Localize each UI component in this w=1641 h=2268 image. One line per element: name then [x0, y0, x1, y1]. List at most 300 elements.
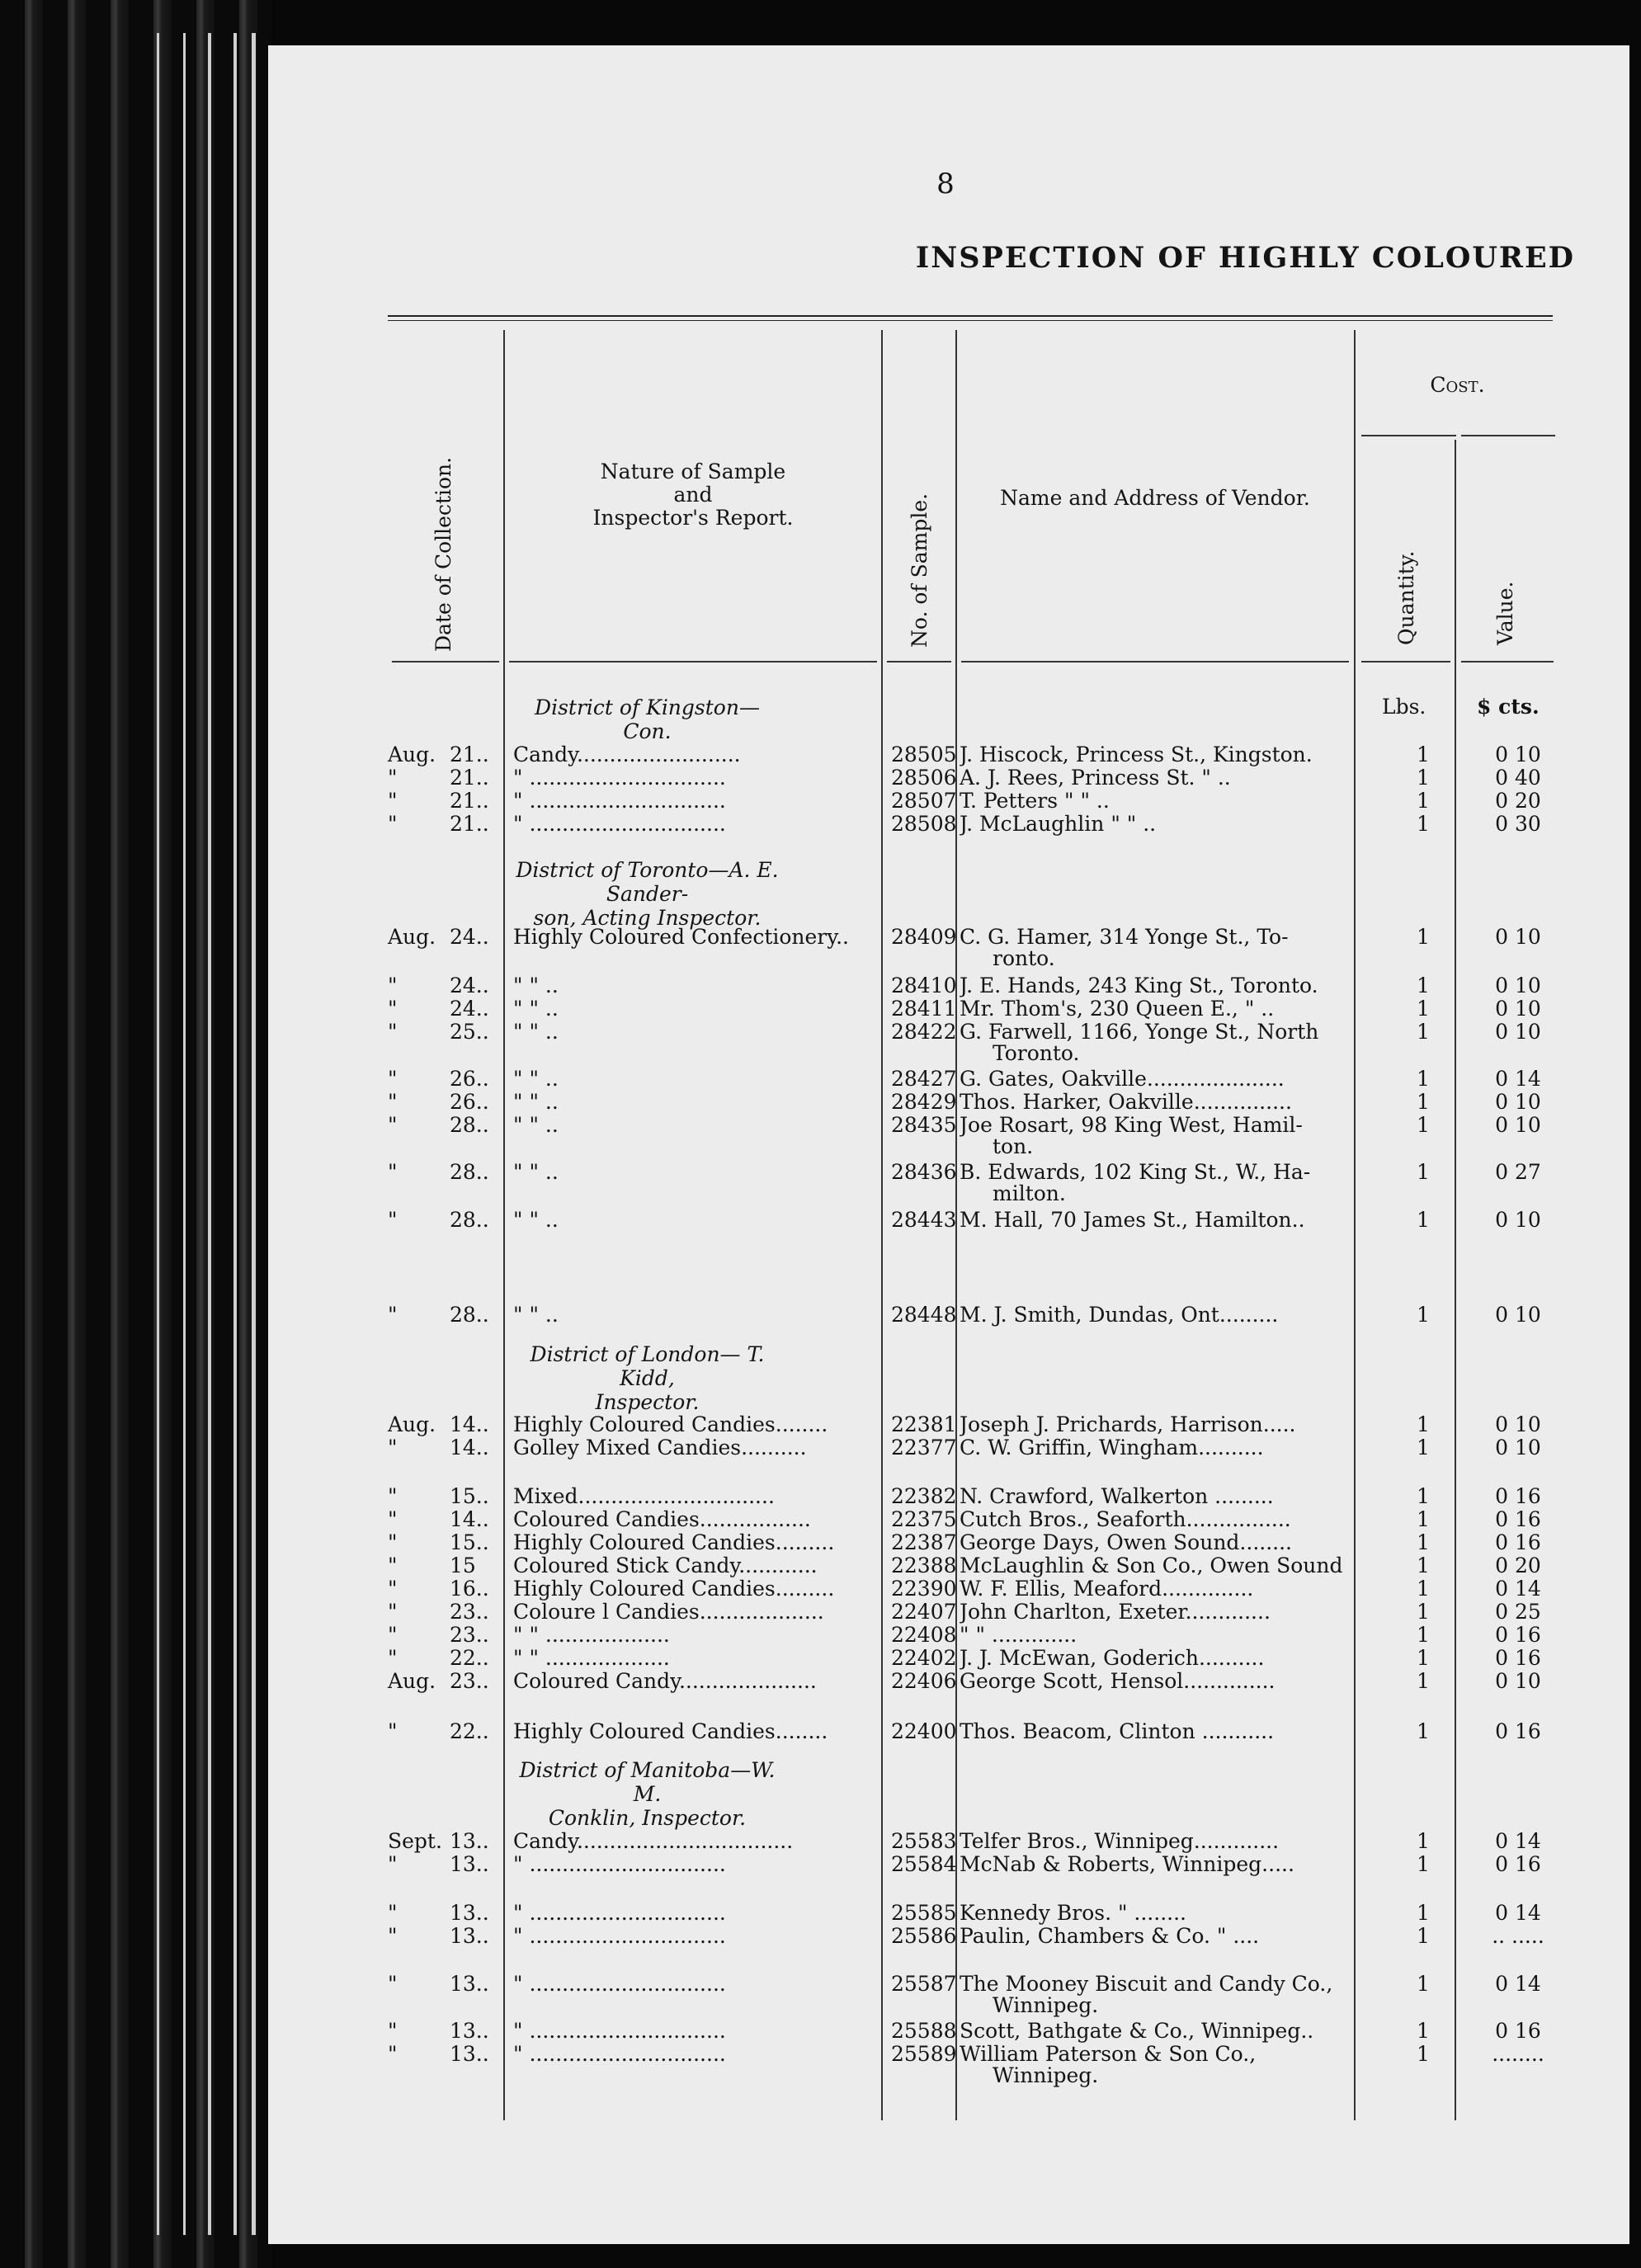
date-day: 13.. — [450, 1924, 489, 1948]
value-cents: 0 30 — [1495, 812, 1541, 836]
sample-nature: " " ................... — [513, 1647, 670, 1670]
vendor-name-address: George Scott, Hensol.............. — [960, 1670, 1276, 1693]
value-cents: 0 10 — [1495, 997, 1541, 1021]
value-cents: 0 16 — [1495, 1646, 1541, 1670]
page-edge-strip — [157, 33, 159, 2235]
vendor-name-address: W. F. Ellis, Meaford.............. — [960, 1577, 1254, 1601]
quantity-lbs: 1 — [1417, 1303, 1430, 1327]
quantity-lbs: 1 — [1417, 1507, 1430, 1531]
quantity-lbs: 1 — [1417, 1972, 1430, 1996]
date-day: 21.. — [450, 789, 489, 813]
sample-number: 28443 — [891, 1208, 957, 1232]
header-quantity: Quantity. — [1394, 550, 1418, 645]
sample-nature: Highly Coloured Candies......... — [513, 1531, 835, 1554]
page-edge-strip — [252, 33, 256, 2235]
date-day: 15.. — [450, 1484, 489, 1508]
table-row — [268, 997, 1629, 1021]
quantity-lbs: 1 — [1417, 2019, 1430, 2043]
vendor-name-address: " " ............. — [960, 1624, 1077, 1647]
quantity-lbs: 1 — [1417, 1924, 1430, 1948]
quantity-lbs: 1 — [1417, 1530, 1430, 1554]
value-cents: 0 16 — [1495, 1852, 1541, 1876]
sample-number: 25584 — [891, 1852, 957, 1876]
value-cents: 0 20 — [1495, 789, 1541, 813]
header-date: Date of Collection. — [431, 456, 455, 652]
value-cents: 0 16 — [1495, 2019, 1541, 2043]
sample-number: 28435 — [891, 1113, 957, 1137]
sample-number: 22408 — [891, 1623, 957, 1647]
vendor-name-address: Telfer Bros., Winnipeg............. — [960, 1830, 1280, 1853]
sample-number: 25585 — [891, 1901, 957, 1925]
sample-nature: " " .. — [513, 1114, 559, 1137]
table-row — [268, 1853, 1629, 1876]
date-month: " — [388, 974, 398, 997]
value-cents: 0 10 — [1495, 1090, 1541, 1114]
sample-nature: Highly Coloured Candies........ — [513, 1720, 828, 1743]
table-row — [268, 2020, 1629, 2043]
date-day: 25.. — [450, 1020, 489, 1044]
vendor-name-address: Thos. Beacom, Clinton ........... — [960, 1720, 1275, 1743]
value-cents: 0 25 — [1495, 1600, 1541, 1624]
sample-number: 28411 — [891, 997, 957, 1021]
quantity-lbs: 1 — [1417, 997, 1430, 1021]
sample-number: 28410 — [891, 974, 957, 997]
quantity-lbs: 1 — [1417, 766, 1430, 790]
date-day: 26.. — [450, 1067, 489, 1091]
sample-nature: Highly Coloured Candies......... — [513, 1577, 835, 1601]
vendor-name-address: N. Crawford, Walkerton ......... — [960, 1485, 1274, 1508]
value-cents: 0 14 — [1495, 1901, 1541, 1925]
vendor-continuation: milton. — [993, 1182, 1066, 1205]
vendor-name-address: The Mooney Biscuit and Candy Co., — [960, 1973, 1333, 1996]
header-sample: No. of Sample. — [908, 493, 931, 648]
date-day: 23.. — [450, 1669, 489, 1693]
date-day: 26.. — [450, 1090, 489, 1114]
sample-number: 22402 — [891, 1646, 957, 1670]
date-day: 14.. — [450, 1507, 489, 1531]
table-row — [268, 766, 1629, 790]
value-cents: 0 16 — [1495, 1507, 1541, 1531]
quantity-lbs: 1 — [1417, 812, 1430, 836]
table-row — [268, 1304, 1629, 1327]
table-row — [268, 1577, 1629, 1601]
page-title: INSPECTION OF HIGHLY COLOURED — [915, 241, 1575, 275]
sample-number: 28448 — [891, 1303, 957, 1327]
sample-number: 25583 — [891, 1829, 957, 1853]
sample-number: 28429 — [891, 1090, 957, 1114]
table-row — [268, 1436, 1629, 1459]
sample-nature: " " .. — [513, 1209, 559, 1232]
date-day: 14.. — [450, 1412, 489, 1436]
vendor-name-address: C. W. Griffin, Wingham.......... — [960, 1436, 1264, 1459]
sample-nature: " .............................. — [513, 790, 726, 813]
date-day: 15.. — [450, 1530, 489, 1554]
vendor-continuation: ton. — [993, 1135, 1034, 1158]
quantity-lbs: 1 — [1417, 1020, 1430, 1044]
sample-number: 28505 — [891, 743, 957, 766]
date-day: 28.. — [450, 1160, 489, 1184]
vendor-name-address: A. J. Rees, Princess St. " .. — [960, 766, 1231, 790]
quantity-lbs: 1 — [1417, 1554, 1430, 1577]
date-month: " — [388, 2042, 398, 2066]
book-edge — [0, 0, 272, 2268]
date-day: 21.. — [450, 766, 489, 790]
sample-number: 25589 — [891, 2042, 957, 2066]
unit-lbs: Lbs. — [1382, 695, 1426, 719]
sample-nature: " " .. — [513, 1091, 559, 1114]
table-row — [268, 813, 1629, 836]
sample-number: 22406 — [891, 1669, 957, 1693]
value-cents: 0 10 — [1495, 974, 1541, 997]
date-month: " — [388, 1436, 398, 1459]
value-cents: 0 16 — [1495, 1719, 1541, 1743]
table-row — [268, 1113, 1629, 1158]
table-row — [268, 1160, 1629, 1205]
sample-nature: " .............................. — [513, 1973, 726, 1996]
date-month: " — [388, 1303, 398, 1327]
table-row — [268, 1624, 1629, 1647]
vendor-name-address: Cutch Bros., Seaforth................ — [960, 1508, 1291, 1531]
date-day: 13.. — [450, 1829, 489, 1853]
date-month: " — [388, 1972, 398, 1996]
value-cents: 0 27 — [1495, 1160, 1541, 1184]
vendor-name-address: J. E. Hands, 243 King St., Toronto. — [960, 974, 1318, 997]
date-day: 16.. — [450, 1577, 489, 1601]
date-month: " — [388, 997, 398, 1021]
sample-number: 22390 — [891, 1577, 957, 1601]
vendor-name-address: Thos. Harker, Oakville............... — [960, 1091, 1292, 1114]
date-day: 24.. — [450, 974, 489, 997]
sample-number: 25587 — [891, 1972, 957, 1996]
header-cost: Cost. — [1430, 373, 1485, 397]
sample-number: 22377 — [891, 1436, 957, 1459]
value-cents: 0 14 — [1495, 1577, 1541, 1601]
date-day: 22.. — [450, 1646, 489, 1670]
district-heading-line: Conklin, Inspector. — [548, 1806, 747, 1830]
quantity-lbs: 1 — [1417, 1436, 1430, 1459]
quantity-lbs: 1 — [1417, 1600, 1430, 1624]
table-row — [268, 1508, 1629, 1531]
sample-number: 28436 — [891, 1160, 957, 1184]
vendor-name-address: Scott, Bathgate & Co., Winnipeg.. — [960, 2020, 1314, 2043]
date-day: 13.. — [450, 1852, 489, 1876]
value-cents: 0 16 — [1495, 1623, 1541, 1647]
sample-nature: " .............................. — [513, 2020, 726, 2043]
header-bottom-rule — [1361, 661, 1450, 662]
page-edge-strip — [233, 33, 237, 2235]
quantity-lbs: 1 — [1417, 925, 1430, 949]
vendor-continuation: Toronto. — [993, 1042, 1080, 1065]
quantity-lbs: 1 — [1417, 2042, 1430, 2066]
vendor-name-address: Kennedy Bros. " ........ — [960, 1902, 1186, 1925]
title-rule — [388, 315, 1553, 317]
vendor-name-address: McLaughlin & Son Co., Owen Sound — [960, 1554, 1343, 1577]
sample-number: 28507 — [891, 789, 957, 813]
table-row — [268, 1020, 1629, 1065]
date-month: " — [388, 1554, 398, 1577]
vendor-name-address: G. Gates, Oakville..................... — [960, 1068, 1285, 1091]
value-cents: 0 10 — [1495, 1669, 1541, 1693]
date-month: " — [388, 1530, 398, 1554]
date-month: Aug. — [388, 1412, 436, 1436]
sample-number: 25586 — [891, 1924, 957, 1948]
date-month: Aug. — [388, 1669, 436, 1693]
value-cents: 0 16 — [1495, 1530, 1541, 1554]
date-month: Aug. — [388, 743, 436, 766]
district-heading-line: District of Manitoba—W. M. — [519, 1758, 776, 1806]
vendor-name-address: McNab & Roberts, Winnipeg..... — [960, 1853, 1294, 1876]
vendor-continuation: ronto. — [993, 947, 1055, 970]
value-cents: ........ — [1492, 2042, 1544, 2066]
sample-number: 28409 — [891, 925, 957, 949]
table-row — [268, 1413, 1629, 1436]
quantity-lbs: 1 — [1417, 1669, 1430, 1693]
sample-nature: Golley Mixed Candies.......... — [513, 1436, 807, 1459]
sample-nature: Candy................................. — [513, 1830, 794, 1853]
vendor-name-address: T. Petters " " .. — [960, 790, 1110, 813]
vendor-name-address: Mr. Thom's, 230 Queen E., " .. — [960, 997, 1275, 1021]
table-row — [268, 1830, 1629, 1853]
table-row — [268, 1902, 1629, 1925]
vendor-name-address: John Charlton, Exeter............. — [960, 1601, 1271, 1624]
quantity-lbs: 1 — [1417, 1113, 1430, 1137]
value-cents: 0 10 — [1495, 925, 1541, 949]
header-nature — [509, 460, 877, 530]
sample-nature: Highly Coloured Confectionery.. — [513, 926, 849, 949]
date-month: " — [388, 1020, 398, 1044]
value-cents: 0 40 — [1495, 766, 1541, 790]
table-row — [268, 790, 1629, 813]
sample-nature: " " ................... — [513, 1624, 670, 1647]
vendor-name-address: J. McLaughlin " " .. — [960, 813, 1157, 836]
table-row — [268, 1670, 1629, 1693]
vendor-name-address: B. Edwards, 102 King St., W., Ha- — [960, 1161, 1311, 1184]
table-row — [268, 1531, 1629, 1554]
table-row — [268, 1554, 1629, 1577]
vendor-name-address: M. Hall, 70 James St., Hamilton.. — [960, 1209, 1305, 1232]
title-rule — [388, 320, 1553, 321]
quantity-lbs: 1 — [1417, 1208, 1430, 1232]
value-cents: 0 10 — [1495, 1436, 1541, 1459]
table-row — [268, 743, 1629, 766]
value-cents: 0 10 — [1495, 743, 1541, 766]
header-nature-line: and — [673, 483, 713, 507]
sample-number: 28422 — [891, 1020, 957, 1044]
date-month: " — [388, 1160, 398, 1184]
sample-nature: " " .. — [513, 997, 559, 1021]
date-day: 13.. — [450, 2019, 489, 2043]
date-month: " — [388, 1090, 398, 1114]
vendor-name-address: J. Hiscock, Princess St., Kingston. — [960, 743, 1313, 766]
date-month: Sept. — [388, 1829, 442, 1853]
date-month: " — [388, 1113, 398, 1137]
value-cents: .. ..... — [1492, 1924, 1544, 1948]
vendor-continuation: Winnipeg. — [993, 2064, 1099, 2087]
table-row — [268, 974, 1629, 997]
value-cents: 0 10 — [1495, 1208, 1541, 1232]
quantity-lbs: 1 — [1417, 743, 1430, 766]
date-month: " — [388, 1484, 398, 1508]
date-day: 15 — [450, 1554, 476, 1577]
value-cents: 0 14 — [1495, 1972, 1541, 1996]
vendor-name-address: William Paterson & Son Co., — [960, 2043, 1257, 2066]
date-month: " — [388, 789, 398, 813]
vendor-name-address: Joseph J. Prichards, Harrison..... — [960, 1413, 1296, 1436]
date-month: " — [388, 1507, 398, 1531]
sample-nature: " " .. — [513, 1021, 559, 1044]
quantity-lbs: 1 — [1417, 1901, 1430, 1925]
vendor-continuation: Winnipeg. — [993, 1994, 1099, 2017]
sample-nature: " .............................. — [513, 2043, 726, 2066]
cost-rule — [1461, 435, 1555, 436]
header-bottom-rule — [961, 661, 1349, 662]
sample-nature: " .............................. — [513, 1925, 726, 1948]
sample-number: 22388 — [891, 1554, 957, 1577]
sample-nature: " " .. — [513, 1161, 559, 1184]
header-bottom-rule — [392, 661, 499, 662]
sample-nature: " " .. — [513, 974, 559, 997]
value-cents: 0 16 — [1495, 1484, 1541, 1508]
date-month: " — [388, 1577, 398, 1601]
sample-nature: Mixed.............................. — [513, 1485, 775, 1508]
date-month: " — [388, 766, 398, 790]
document-page — [268, 45, 1629, 2244]
date-day: 24.. — [450, 997, 489, 1021]
date-month: " — [388, 1623, 398, 1647]
page-number: 8 — [936, 167, 955, 200]
district-heading — [513, 1342, 781, 1414]
sample-nature: " .............................. — [513, 1902, 726, 1925]
vendor-name-address: Paulin, Chambers & Co. " .... — [960, 1925, 1260, 1948]
district-heading-line: District of London— T. Kidd, — [530, 1342, 765, 1390]
table-row — [268, 1068, 1629, 1091]
value-cents: 0 10 — [1495, 1303, 1541, 1327]
quantity-lbs: 1 — [1417, 789, 1430, 813]
header-nature-line: Nature of Sample — [600, 460, 786, 483]
date-day: 22.. — [450, 1719, 489, 1743]
header-nature-line: Inspector's Report. — [592, 506, 794, 530]
sample-nature: Coloure l Candies................... — [513, 1601, 824, 1624]
vendor-name-address: J. J. McEwan, Goderich.......... — [960, 1647, 1265, 1670]
quantity-lbs: 1 — [1417, 1090, 1430, 1114]
district-heading-line: son, Acting Inspector. — [533, 906, 762, 930]
header-vendor: Name and Address of Vendor. — [1000, 486, 1310, 510]
date-day: 13.. — [450, 1901, 489, 1925]
date-month: " — [388, 1646, 398, 1670]
district-heading — [513, 858, 781, 930]
sample-nature: " " .. — [513, 1068, 559, 1091]
sample-nature: Highly Coloured Candies........ — [513, 1413, 828, 1436]
value-cents: 0 20 — [1495, 1554, 1541, 1577]
sample-nature: Coloured Candies................. — [513, 1508, 811, 1531]
date-month: " — [388, 1719, 398, 1743]
sample-nature: " " .. — [513, 1304, 559, 1327]
district-heading — [513, 1758, 781, 1830]
date-month: " — [388, 1067, 398, 1091]
header-value: Value. — [1493, 581, 1517, 645]
table-row — [268, 1485, 1629, 1508]
date-day: 28.. — [450, 1208, 489, 1232]
quantity-lbs: 1 — [1417, 1484, 1430, 1508]
date-day: 24.. — [450, 925, 489, 949]
date-day: 21.. — [450, 812, 489, 836]
sample-number: 22381 — [891, 1412, 957, 1436]
quantity-lbs: 1 — [1417, 1412, 1430, 1436]
quantity-lbs: 1 — [1417, 1852, 1430, 1876]
table-row — [268, 1647, 1629, 1670]
date-day: 28.. — [450, 1303, 489, 1327]
sample-nature: Coloured Candy..................... — [513, 1670, 817, 1693]
value-cents: 0 10 — [1495, 1020, 1541, 1044]
header-bottom-rule — [887, 661, 951, 662]
unit-dollars-cents: $ cts. — [1477, 695, 1540, 719]
header-bottom-rule — [1461, 661, 1554, 662]
sample-nature: Candy......................... — [513, 743, 741, 766]
sample-number: 28508 — [891, 812, 957, 836]
date-month: " — [388, 812, 398, 836]
table-row — [268, 1209, 1629, 1232]
sample-number: 28506 — [891, 766, 957, 790]
date-day: 21.. — [450, 743, 489, 766]
sample-nature: " .............................. — [513, 813, 726, 836]
quantity-lbs: 1 — [1417, 1067, 1430, 1091]
vendor-name-address: M. J. Smith, Dundas, Ont......... — [960, 1304, 1279, 1327]
district-heading-line: District of Toronto—A. E. Sander- — [516, 858, 779, 906]
page-edge-strip — [183, 33, 186, 2235]
value-cents: 0 10 — [1495, 1412, 1541, 1436]
date-day: 13.. — [450, 2042, 489, 2066]
district-heading-line: Inspector. — [595, 1390, 700, 1414]
value-cents: 0 10 — [1495, 1113, 1541, 1137]
date-day: 14.. — [450, 1436, 489, 1459]
quantity-lbs: 1 — [1417, 1719, 1430, 1743]
quantity-lbs: 1 — [1417, 1160, 1430, 1184]
date-month: " — [388, 1208, 398, 1232]
header-bottom-rule — [509, 661, 877, 662]
sample-number: 28427 — [891, 1067, 957, 1091]
district-heading: District of Kingston—Con. — [535, 695, 760, 743]
table-row — [268, 2042, 1629, 2087]
date-day: 13.. — [450, 1972, 489, 1996]
page-edge-strip — [208, 33, 211, 2235]
cost-rule — [1361, 435, 1456, 436]
date-day: 23.. — [450, 1623, 489, 1647]
value-cents: 0 14 — [1495, 1067, 1541, 1091]
date-month: " — [388, 1901, 398, 1925]
quantity-lbs: 1 — [1417, 974, 1430, 997]
table-row — [268, 1601, 1629, 1624]
date-month: Aug. — [388, 925, 436, 949]
vendor-name-address: G. Farwell, 1166, Yonge St., North — [960, 1021, 1319, 1044]
sample-number: 22375 — [891, 1507, 957, 1531]
table-row — [268, 925, 1629, 970]
date-month: " — [388, 1852, 398, 1876]
table-row — [268, 1925, 1629, 1948]
sample-number: 25588 — [891, 2019, 957, 2043]
table-row — [268, 1720, 1629, 1743]
table-row — [268, 1972, 1629, 2017]
sample-number: 22382 — [891, 1484, 957, 1508]
value-cents: 0 14 — [1495, 1829, 1541, 1853]
date-day: 28.. — [450, 1113, 489, 1137]
quantity-lbs: 1 — [1417, 1623, 1430, 1647]
sample-nature: Coloured Stick Candy............ — [513, 1554, 818, 1577]
sample-number: 22387 — [891, 1530, 957, 1554]
vendor-name-address: George Days, Owen Sound........ — [960, 1531, 1293, 1554]
date-month: " — [388, 1924, 398, 1948]
vendor-name-address: Joe Rosart, 98 King West, Hamil- — [960, 1114, 1303, 1137]
vendor-name-address: C. G. Hamer, 314 Yonge St., To- — [960, 926, 1289, 949]
